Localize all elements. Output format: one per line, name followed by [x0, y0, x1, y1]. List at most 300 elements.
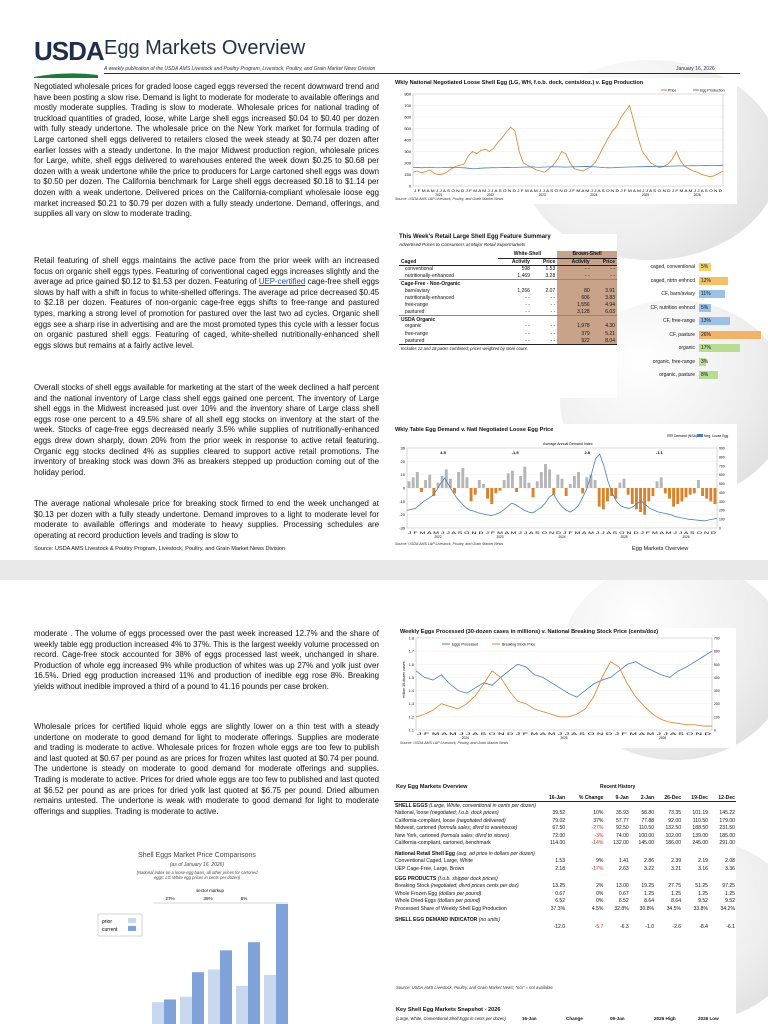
y2-tick-label: 900 — [719, 446, 725, 451]
cell: 4.30 — [592, 323, 617, 330]
y-tick-label: 600 — [404, 114, 411, 120]
share-bar-label: CF, barn/aviary — [661, 291, 695, 297]
prior-bar — [264, 975, 276, 1024]
demand-bar — [561, 479, 564, 488]
year-label: 2024 — [558, 535, 566, 539]
row-label: New York, cartoned (formula sales; dlvrd to stores) — [395, 832, 510, 839]
chart-source: Source: USDA AMS L&P Livestock, Poultry, and Grain Market News — [395, 542, 504, 546]
y-tick-label: 1.4 — [408, 689, 414, 694]
cell: 9% — [596, 857, 604, 864]
demand-bar — [536, 481, 539, 488]
demand-bar — [420, 488, 423, 492]
demand-bar — [465, 477, 468, 488]
cell: 188.50 — [692, 825, 708, 832]
table-row — [399, 273, 617, 280]
cell: 8.64 — [644, 898, 655, 905]
chart-source: Source: USDA AMS L&P Livestock, Poultry, and Grain Market News — [400, 741, 509, 745]
chart-source: Source: USDA AMS L&P Livestock, Poultry, and Grain Market News — [395, 197, 504, 201]
cell: 245.00 — [692, 840, 708, 847]
row-label: barn/aviary — [405, 287, 430, 294]
cell: 110.50 — [692, 817, 708, 824]
header-rule — [104, 73, 740, 74]
table-row — [399, 337, 617, 344]
demand-bar — [490, 488, 493, 504]
demand-bar — [693, 488, 696, 493]
cell: - - — [550, 323, 556, 330]
chart-3-svg — [396, 628, 736, 748]
year-label: 2023 — [538, 193, 546, 197]
group-header-row — [399, 251, 617, 258]
white-shell-header: White-Shell — [498, 251, 558, 258]
cell: -12.0 — [553, 923, 566, 930]
cell: 4.94 — [592, 301, 617, 308]
snapshot-note: (Large, White, Conventional Shell Eggs in cents per dozen) — [396, 1016, 506, 1021]
table-row — [394, 865, 736, 873]
prior-bar — [152, 1002, 164, 1024]
paragraph-inventory: Overall stocks of shell eggs available for marketing at the start of the week declined a half percent and the national inventory of Large class shell eggs gained one percent. The inventory of Large shell eggs in the Midwest increased just over 10% and the inventory share of Large class shell eggs rose one percent to a 49.5% share of all shell egg stocks on inventory at the start of the week. Stocks of cage-free eggs decreased nearly 3.5% while supplies of nutritionally-enhanced eggs drew down sharply, down 20% from the prior week in response to active retail featuring. Organic egg stocks declined 4% as supplies cleared to support active retail promotions. The inventory of breaking stock was down 3% as breakers stepped up production coming out of the holiday period. — [34, 383, 379, 477]
prior-bar — [236, 986, 248, 1024]
cell: 1.53 — [555, 857, 566, 864]
cell: -14% — [591, 840, 604, 847]
year-label: 2026 — [682, 535, 690, 539]
y-axis-label: million 30-dozen cases — [402, 661, 406, 698]
chart-4-svg — [92, 852, 302, 1024]
cell: 4.5% — [591, 905, 604, 912]
legend-label: prior — [102, 919, 113, 925]
cell: - - — [550, 337, 556, 344]
row-label: California-compliant, cartoned, benchmark — [395, 840, 491, 847]
cell: 34.5% — [666, 905, 682, 912]
cell: 6.52 — [555, 898, 566, 905]
share-bar-value: 13% — [701, 318, 712, 324]
demand-bar — [511, 471, 514, 488]
col-header: Price — [592, 258, 617, 265]
demand-bar — [499, 488, 502, 491]
table-row — [394, 890, 736, 898]
demand-bar — [606, 488, 609, 501]
legend-label: Breaking Stock Price — [502, 642, 536, 647]
cell: -3% — [594, 832, 604, 839]
y-tick-label: 200 — [404, 160, 411, 166]
section-title: SHELL EGG DEMAND INDICATOR — [395, 916, 478, 923]
cell: 9.52 — [725, 898, 735, 905]
y2-tick-label: 200 — [714, 702, 720, 707]
cell: - - — [557, 273, 591, 280]
snapshot-col-header: 16-Jan — [522, 1016, 537, 1021]
cell: 145.00 — [638, 840, 655, 847]
plot-area — [416, 638, 712, 730]
year-label: 2022 — [486, 193, 495, 197]
share-bar-label: CF, free-range — [663, 318, 695, 324]
y2-tick-label: 0 — [719, 526, 721, 531]
cell: 0.67 — [618, 890, 629, 897]
y2-tick-label: 400 — [714, 675, 720, 680]
demand-bar — [680, 488, 683, 501]
demand-bar — [474, 488, 477, 495]
demand-bar — [656, 481, 659, 488]
y-tick-label: 1.2 — [408, 715, 414, 720]
retail-feature-table — [399, 234, 617, 398]
y2-tick-label: 200 — [719, 508, 725, 513]
prior-bar — [208, 969, 220, 1024]
cell: -6.3 — [619, 923, 629, 930]
cell: 19.25 — [641, 883, 655, 890]
section-row — [394, 847, 736, 857]
demand-bar — [416, 472, 419, 488]
cell: 606 — [557, 294, 591, 301]
demand-bar — [701, 488, 704, 496]
cell: 132.00 — [613, 840, 629, 847]
chart-note: (National index on a loose-egg basis, all other prices for cartoned eggs; LG White egg prices in cents per dozen) — [136, 870, 258, 880]
y2-tick-label: 700 — [714, 636, 720, 641]
y-tick-label: 1.5 — [408, 675, 414, 680]
share-bar-label: caged, conventional — [650, 264, 695, 270]
y-tick-label: -30 — [399, 525, 405, 531]
cell: 30.8% — [639, 905, 655, 912]
row-label: conventional — [405, 266, 434, 273]
cell: 2.86 — [644, 857, 655, 864]
footer-source: Source: USDA AMS Livestock & Poultry Program, Livestock, Poultry, and Grain Market News Division — [34, 546, 286, 552]
cell: 1.25 — [725, 890, 735, 897]
current-bar — [192, 972, 204, 1024]
demand-bar — [581, 488, 584, 493]
demand-bar — [548, 469, 551, 488]
demand-bar — [461, 468, 464, 488]
table-row — [394, 905, 736, 913]
paragraph-retail — [34, 256, 379, 351]
table-row — [394, 809, 736, 817]
cell: -2.6 — [672, 923, 682, 930]
cell: 3.28 — [545, 272, 556, 279]
row-label: UEP Cage-Free, Large, Brown — [395, 865, 465, 872]
cell: 1.41 — [618, 857, 629, 864]
y-tick-label: 300 — [404, 149, 411, 154]
cell: 145.22 — [719, 809, 735, 816]
cell: 6.03 — [592, 309, 617, 316]
share-bar-label: CF, pasture — [669, 331, 695, 338]
table-row — [394, 840, 736, 848]
col-header: 19-Dec — [682, 794, 709, 802]
demand-bar — [424, 480, 427, 488]
col-header: 26-Dec — [655, 794, 682, 802]
chart-title: Wkly Table Egg Demand v. Natl Negotiated Loose Egg Price — [395, 427, 554, 433]
row-label: pastured — [405, 337, 425, 344]
year-label: 2026 — [693, 193, 701, 197]
cell: 2.07 — [545, 287, 556, 294]
legend-label: Egg Production — [700, 88, 725, 93]
table-row — [399, 301, 617, 308]
cell: 3.91 — [592, 287, 617, 294]
demand-bar — [494, 488, 497, 493]
cell: 35.93 — [616, 809, 629, 816]
key-table-source: Source: USDA AMS Livestock, Poultry, and Grain Market News; "n/a" = not available. — [396, 985, 554, 990]
cell: 231.50 — [719, 825, 735, 832]
cell: 80 — [557, 287, 591, 294]
y-tick-label: 500 — [404, 126, 411, 131]
cell: 6.52 — [618, 898, 629, 905]
y-tick-label: 1.6 — [408, 662, 414, 667]
section-label: Caged — [399, 258, 498, 265]
demand-bar — [664, 488, 667, 493]
cell: 77.88 — [641, 817, 655, 824]
cell: - - — [557, 265, 591, 272]
cell: 79.02 — [552, 817, 566, 824]
cell: 102.00 — [665, 832, 682, 839]
col-header: Activity — [498, 258, 532, 265]
uep-certified-link[interactable]: UEP-certified — [258, 277, 306, 287]
y-tick-label: -10 — [399, 498, 405, 504]
demand-bar — [470, 488, 473, 501]
cell: 1.25 — [671, 890, 682, 897]
cell: 110.50 — [638, 825, 655, 832]
key-markets-table — [394, 784, 736, 1024]
share-bar-value: 12% — [701, 277, 712, 284]
demand-bar — [668, 488, 671, 499]
usda-logo: USDA — [34, 36, 104, 66]
demand-bar — [565, 488, 568, 496]
share-bar-label: organic — [678, 345, 695, 351]
paragraph-egg-products: Wholesale prices for certified liquid whole eggs are slightly lower on a thin test with a steady undertone on moderate to good demand for light to moderate offerings. Supplies are moderate and trading is moderate to active. Wholesale prices for frozen whole eggs are too few to publish and last quoted at $0.67 per pound as are prices for frozen whites last quoted at $0.74 per pound. The undertone is steady on moderate to good demand for moderate offerings and supplies. Trading is moderate to active. Prices for dried whole eggs are too few to published and last quoted at $6.52 per pound as are prices for dried yolk last quoted at $6.75 per pound. Dried albumen remains untested. The undertone is weak with moderate to good demand for light to moderate offerings and supplies. Trading is moderate to active. — [34, 722, 379, 816]
section-title: National Retail Shell Egg — [395, 851, 456, 858]
cell: 922 — [557, 337, 591, 344]
cell: 100.00 — [638, 832, 655, 839]
legend-label: Neg. Loose Egg — [704, 434, 729, 438]
cell: 291.00 — [719, 840, 735, 847]
demand-bar — [573, 476, 576, 488]
table-row — [394, 824, 736, 832]
cell: 1,266 — [517, 287, 530, 294]
demand-bar — [527, 483, 530, 488]
prior-bar — [180, 997, 192, 1024]
cell: 37.3% — [550, 905, 566, 912]
year-label: 2023 — [496, 535, 504, 539]
share-bar-value: 26% — [701, 331, 712, 338]
footnote-row — [399, 344, 617, 351]
year-label: 2025 — [560, 736, 568, 740]
y2-tick-label: 800 — [719, 455, 725, 460]
cell: 13.00 — [616, 883, 629, 890]
cell: 92.50 — [616, 825, 629, 832]
demand-bar — [639, 488, 642, 512]
cell: 9.52 — [698, 898, 708, 905]
demand-bar — [676, 488, 679, 504]
cell: 32.8% — [614, 905, 629, 912]
col-header: 12-Dec — [709, 794, 736, 802]
cell: 97.25 — [722, 883, 735, 890]
table-row — [399, 287, 617, 294]
y2-tick-label: 700 — [719, 464, 725, 469]
cell: 39.52 — [552, 809, 566, 816]
cell: 1,978 — [557, 323, 591, 330]
usda-logo-swoosh — [34, 65, 98, 71]
y-tick-label: 700 — [404, 103, 411, 108]
demand-bar — [523, 467, 526, 488]
demand-bar — [598, 488, 601, 507]
cell: 58.80 — [641, 809, 655, 816]
section-note: (Large, White, conventional in cents per dozen) — [429, 803, 536, 810]
markup-value: 6% — [240, 896, 248, 901]
legend-swatch — [128, 918, 136, 923]
y-tick-label: 20 — [400, 458, 405, 464]
cell: 67.50 — [552, 825, 566, 832]
retail-table-subtitle: Advertised Prices to Consumers at Major Retail Supermarkets — [399, 242, 526, 247]
key-table-recent: Recent History — [600, 784, 636, 790]
section-row — [399, 316, 617, 323]
markup-value: 35% — [203, 896, 213, 901]
demand-bar — [544, 464, 547, 488]
chart-title: Shell Eggs Market Price Comparisons — [138, 852, 256, 859]
cell: 51.25 — [695, 883, 708, 890]
legend-label: Price — [668, 88, 677, 93]
feature-share-bars — [619, 264, 739, 386]
demand-bar — [643, 488, 646, 515]
table-row — [394, 923, 736, 931]
demand-bar — [660, 477, 663, 488]
current-bar — [164, 999, 176, 1024]
demand-bar — [614, 488, 617, 499]
cell: 1,469 — [517, 272, 530, 279]
snapshot-title: Key Shell Egg Markets Snapshot - 2026 — [396, 1007, 501, 1013]
cell: 0% — [596, 890, 604, 897]
paragraph-wholesale-shell: Negotiated wholesale prices for graded loose caged eggs reversed the recent downward trend and have been posting a slow rise. Demand is light to moderate for moderate to available offerings and mostly moderate supplies. Trading is slow to moderate. Wholesale prices for national trading of truckload quantities of graded, loose, white Large shell eggs increased $0.04 to $0.40 per dozen with fully steady undertone. The wholesale price on the New York market for formula trading of Large cartoned shell eggs delivered to retailers closed the week steady at $0.74 per dozen after earlier losses with a steady undertone. In the major Midwest production region, wholesale prices for Large, white, shell eggs delivered to warehouses entered the week down $0.25 to $0.68 per dozen with a weak undertone while the price to producers for Large cartoned shell eggs was down to $0.50 per dozen. The California benchmark for Large shell eggs decreased $0.18 to $1.14 per dozen with a weak undertone. Delivered prices on the California-compliant wholesale loose egg market increased $0.21 to $0.79 per dozen with a fully steady undertone. Demand, offerings, and supplies all vary on slow to moderate trading. — [34, 82, 379, 219]
demand-bar — [647, 488, 650, 501]
cell: 185.00 — [719, 832, 735, 839]
cell: 114.00 — [549, 840, 566, 847]
demand-bar — [507, 473, 510, 488]
table-row — [394, 857, 736, 865]
y-tick-label: 400 — [404, 137, 411, 143]
row-label: free-range — [405, 330, 429, 337]
demand-bar — [602, 488, 605, 509]
index-label: 4.5 — [440, 450, 446, 455]
y-tick-label: 1.7 — [408, 649, 414, 654]
section-note: (avg. ad price in dollars per dozen) — [456, 851, 535, 858]
demand-bar — [685, 488, 688, 497]
share-bar-label: caged, ntrtn enhncd — [650, 277, 695, 284]
row-label: Midwest, cartoned (formula sales; dlvrd to warehouse) — [395, 825, 518, 832]
cell: 598 — [521, 266, 530, 273]
markup-value: 27% — [165, 896, 175, 901]
cell: 0% — [596, 898, 604, 905]
demand-bar — [697, 480, 700, 488]
cell: 13.25 — [552, 883, 566, 890]
demand-bar — [651, 488, 654, 496]
index-label: -1.5 — [511, 450, 519, 455]
cell: -27% — [591, 825, 604, 832]
cell: 34.2% — [720, 905, 735, 912]
demand-bar — [594, 480, 597, 488]
y-tick-label: 0 — [402, 485, 405, 491]
section-title: SHELL EGGS — [395, 803, 428, 810]
cell: - - — [525, 330, 530, 337]
row-label: pastured — [405, 308, 425, 315]
y2-tick-label: 300 — [714, 689, 720, 694]
cell: 8.04 — [592, 337, 617, 344]
legend-label: current — [102, 927, 118, 933]
demand-bar — [532, 488, 535, 497]
y-tick-label: 0 — [408, 183, 411, 189]
col-header: 9-Jan — [604, 794, 629, 802]
year-label: 2021 — [435, 193, 443, 197]
retail-table-title: This Week's Retail Large Shell Egg Feature Summary — [399, 234, 551, 240]
table-row — [399, 309, 617, 316]
section-note: (f.o.b. shipper dock prices) — [437, 876, 498, 883]
share-bar-label: organic, free-range — [652, 358, 695, 365]
section-label: Cage-Free - Non-Organic — [399, 280, 498, 287]
cell: 2.63 — [618, 865, 629, 872]
chart-2-svg — [391, 424, 737, 550]
table-row — [394, 882, 736, 890]
chart-title: Weekly Eggs Processed (30-dozen cases in millions) v. National Breaking Stock Price (cents/doz) — [400, 629, 659, 635]
y-tick-label: 30 — [400, 445, 405, 451]
demand-bar — [408, 481, 411, 488]
page-2 — [0, 580, 768, 1024]
snapshot-col-header: 2026 High — [654, 1016, 676, 1021]
row-label: organic — [405, 323, 422, 330]
footer-title: Egg Markets Overview — [632, 546, 689, 552]
annotation-label: Average Annual Demand Index — [543, 442, 593, 446]
chart-title: Wkly National Negotiated Loose Shell Egg (LG, WH, f.o.b. dock, cents/doz.) v. Egg Production — [395, 80, 644, 86]
page-subtitle: A weekly publication of the USDA AMS Livestock and Poultry Program, Livestock, Poultry, and Grain Market News Division — [104, 66, 376, 72]
paragraph-retail-a: Retail featuring of shell eggs maintains the active pace from the prior week with an increased focus on organic shell eggs types. Featuring of conventional caged eggs increases slightly and the average ad price gained $0.12 to $1.53 per dozen. Featuring of — [34, 256, 379, 287]
cell: 0.67 — [555, 890, 566, 897]
col-header: 16-Jan — [540, 794, 566, 802]
share-bar-value: 11% — [701, 291, 711, 297]
section-row — [399, 280, 617, 287]
demand-bar — [478, 480, 481, 488]
demand-bar — [623, 479, 626, 488]
share-bar-value: 5% — [701, 304, 709, 311]
cell: 132.50 — [665, 825, 682, 832]
share-bar-value: 17% — [701, 345, 712, 351]
demand-bar — [552, 488, 555, 495]
section-row — [394, 872, 736, 882]
year-label: 2024 — [590, 193, 598, 197]
cell: 1.25 — [644, 890, 655, 897]
cell: 3.83 — [592, 294, 617, 301]
cell: 3.21 — [671, 865, 682, 872]
row-label: Breaking Stock (negotiated; dlvrd prices cents per doz) — [395, 883, 519, 890]
demand-index-chart — [391, 424, 737, 550]
cell: 92.00 — [668, 817, 682, 824]
cell: 72.00 — [552, 832, 566, 839]
row-label: Conventional Caged, Large, White — [395, 857, 473, 864]
row-label: Whole Frozen Egg (dollars per pound) — [395, 890, 482, 897]
chart-1-svg — [391, 78, 737, 204]
snapshot-col-header: 2026 Low — [698, 1016, 719, 1021]
y2-tick-label: 500 — [714, 662, 720, 667]
y2-tick-label: 400 — [719, 490, 725, 495]
cell: - - — [550, 301, 556, 308]
chart-subtitle: (as of January 16, 2026) — [169, 862, 225, 868]
cell: 2.08 — [725, 857, 735, 864]
snapshot-col-header: Change — [566, 1016, 583, 1021]
snapshot-columns — [522, 1016, 736, 1024]
table-row — [399, 265, 617, 272]
cell: - - — [525, 337, 530, 344]
y2-tick-label: 300 — [719, 499, 725, 504]
section-row — [394, 913, 736, 923]
legend-swatch — [697, 434, 703, 437]
key-table-title: Key Egg Markets Overview — [396, 784, 468, 790]
row-label: National, loose (negotiated; f.o.b. dock prices) — [395, 809, 499, 816]
section-note: (no units) — [478, 916, 501, 923]
row-label: Whole Dried Eggs (dollars per pound) — [395, 898, 481, 905]
cell: 1.53 — [545, 266, 556, 273]
cell: 3.36 — [725, 865, 735, 872]
cell: 57.77 — [616, 817, 629, 824]
y2-tick-label: 100 — [719, 517, 725, 522]
